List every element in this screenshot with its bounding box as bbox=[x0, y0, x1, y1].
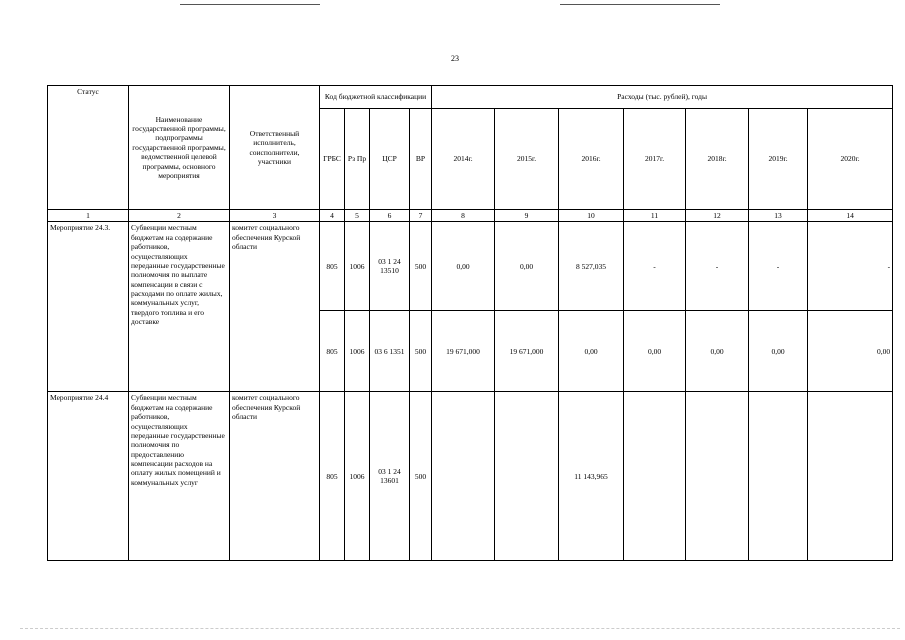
header-status: Статус bbox=[48, 86, 129, 210]
row-name: Субвенции местным бюджетам на содержание работников, осуществляющих переданные государственные полномочия по предоставлению компенсации расходов на оплату жилых помещений и коммунальных услуг bbox=[129, 392, 230, 561]
bottom-divider bbox=[20, 628, 900, 629]
cell-grbs: 805 bbox=[320, 311, 345, 392]
cell-value bbox=[686, 392, 749, 561]
cell-value: - bbox=[686, 222, 749, 311]
header-rzpr: Рз Пр bbox=[345, 109, 370, 210]
header-csr: ЦСР bbox=[370, 109, 410, 210]
top-rule-right bbox=[560, 4, 720, 5]
header-expenses: Расходы (тыс. рублей), годы bbox=[432, 86, 893, 109]
cell-value: 0,00 bbox=[559, 311, 624, 392]
header-budget-code: Код бюджетной классификации bbox=[320, 86, 432, 109]
cell-csr: 03 1 24 13601 bbox=[370, 392, 410, 561]
cell-grbs: 805 bbox=[320, 392, 345, 561]
header-vr: ВР bbox=[410, 109, 432, 210]
column-number: 9 bbox=[495, 210, 559, 222]
column-number: 6 bbox=[370, 210, 410, 222]
table-row bbox=[48, 222, 893, 311]
column-number: 11 bbox=[624, 210, 686, 222]
column-number: 14 bbox=[808, 210, 893, 222]
cell-value: 0,00 bbox=[686, 311, 749, 392]
header-year: 2016г. bbox=[559, 109, 624, 210]
header-row-top bbox=[48, 86, 893, 109]
header-year: 2014г. bbox=[432, 109, 495, 210]
cell-value: 0,00 bbox=[749, 311, 808, 392]
header-year: 2015г. bbox=[495, 109, 559, 210]
cell-csr: 03 6 1351 bbox=[370, 311, 410, 392]
cell-vr: 500 bbox=[410, 311, 432, 392]
header-year: 2020г. bbox=[808, 109, 893, 210]
page-number: 23 bbox=[451, 54, 459, 63]
column-number: 5 bbox=[345, 210, 370, 222]
cell-rzpr: 1006 bbox=[345, 311, 370, 392]
cell-rzpr: 1006 bbox=[345, 222, 370, 311]
row-responsible: комитет социального обеспечения Курской области bbox=[230, 392, 320, 561]
cell-value bbox=[495, 392, 559, 561]
header-year: 2017г. bbox=[624, 109, 686, 210]
table-row bbox=[48, 392, 893, 561]
row-status: Мероприятие 24.3. bbox=[48, 222, 129, 392]
cell-csr: 03 1 24 13510 bbox=[370, 222, 410, 311]
row-status: Мероприятие 24.4 bbox=[48, 392, 129, 561]
cell-value: 19 671,000 bbox=[432, 311, 495, 392]
cell-value bbox=[624, 392, 686, 561]
column-number: 10 bbox=[559, 210, 624, 222]
header-grbs: ГРБС bbox=[320, 109, 345, 210]
cell-value: 0,00 bbox=[432, 222, 495, 311]
cell-rzpr: 1006 bbox=[345, 392, 370, 561]
budget-table bbox=[47, 85, 893, 561]
header-year: 2019г. bbox=[749, 109, 808, 210]
cell-value: - bbox=[749, 222, 808, 311]
column-number: 13 bbox=[749, 210, 808, 222]
header-name: Наименование государственной программы, подпрограммы государственной программы, ведомственной целевой программы, основного мероприятия bbox=[129, 86, 230, 210]
cell-vr: 500 bbox=[410, 222, 432, 311]
column-number: 4 bbox=[320, 210, 345, 222]
cell-value: - bbox=[624, 222, 686, 311]
column-number: 8 bbox=[432, 210, 495, 222]
cell-value bbox=[432, 392, 495, 561]
cell-value bbox=[749, 392, 808, 561]
row-name: Субвенции местным бюджетам на содержание работников, осуществляющих переданные государственные полномочия по выплате компенсации в связи с расходами по оплате жилых, коммунальных услуг, твердого топлива и его доставке bbox=[129, 222, 230, 392]
top-rule-left bbox=[180, 4, 320, 5]
header-year: 2018г. bbox=[686, 109, 749, 210]
cell-value: 11 143,965 bbox=[559, 392, 624, 561]
header-responsible: Ответственный исполнитель, соисполнители, участники bbox=[230, 86, 320, 210]
cell-grbs: 805 bbox=[320, 222, 345, 311]
cell-vr: 500 bbox=[410, 392, 432, 561]
column-number: 1 bbox=[48, 210, 129, 222]
column-number: 7 bbox=[410, 210, 432, 222]
cell-value: 0,00 bbox=[808, 311, 893, 392]
row-responsible: комитет социального обеспечения Курской области bbox=[230, 222, 320, 392]
column-number: 3 bbox=[230, 210, 320, 222]
cell-value: 19 671,000 bbox=[495, 311, 559, 392]
cell-value: 8 527,035 bbox=[559, 222, 624, 311]
cell-value: - bbox=[808, 222, 893, 311]
column-number-row bbox=[48, 210, 893, 222]
cell-value: 0,00 bbox=[495, 222, 559, 311]
column-number: 2 bbox=[129, 210, 230, 222]
column-number: 12 bbox=[686, 210, 749, 222]
cell-value bbox=[808, 392, 893, 561]
cell-value: 0,00 bbox=[624, 311, 686, 392]
